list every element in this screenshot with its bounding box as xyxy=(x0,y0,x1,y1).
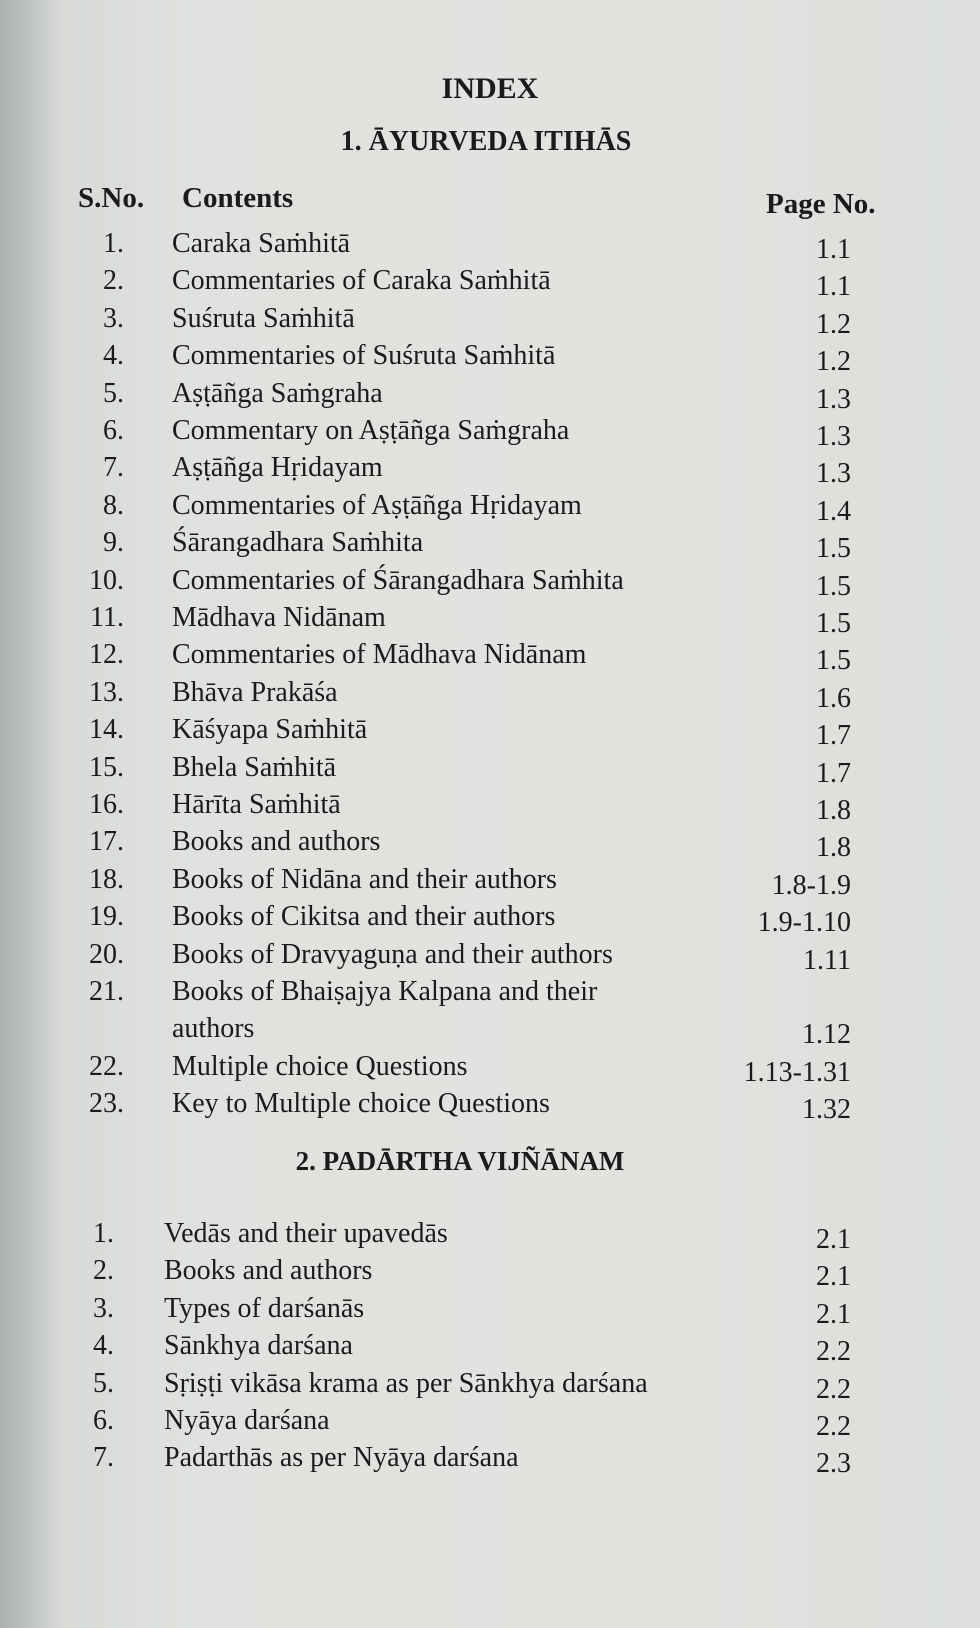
entry-number: 6. xyxy=(103,415,124,446)
entry-number: 7. xyxy=(103,452,124,484)
entry-number: 12. xyxy=(89,639,124,671)
entry-page-number: 1.1 xyxy=(816,234,851,265)
entry-title: Padarthās as per Nyāya darśana xyxy=(164,1442,519,1474)
index-entry xyxy=(0,527,980,567)
entry-title: Sānkhya darśana xyxy=(164,1330,353,1362)
entry-page-number: 2.2 xyxy=(816,1411,851,1442)
entry-number: 3. xyxy=(103,302,124,334)
entry-page-number: 1.7 xyxy=(816,720,851,752)
entry-number: 18. xyxy=(89,863,124,895)
index-entry xyxy=(0,1255,980,1295)
entry-title: Śārangadhara Saṁhita xyxy=(172,527,424,559)
entry-page-number: 1.5 xyxy=(816,645,851,677)
entry-number: 19. xyxy=(89,901,124,933)
index-entry xyxy=(0,752,980,792)
entry-page-number: 2.3 xyxy=(816,1448,851,1480)
entry-number: 4. xyxy=(103,340,124,372)
index-entry xyxy=(0,565,980,605)
entry-number: 16. xyxy=(89,789,124,820)
entry-title: Commentaries of Aṣṭāñga Hṛidayam xyxy=(172,489,582,521)
entry-number: 5. xyxy=(103,377,124,409)
index-entry xyxy=(0,639,980,679)
index-entry xyxy=(0,1405,980,1445)
entry-title: Key to Multiple choice Questions xyxy=(172,1088,550,1120)
entry-page-number: 1.3 xyxy=(816,421,851,452)
entry-number: 15. xyxy=(89,751,124,783)
entry-number: 9. xyxy=(103,527,124,559)
entry-number: 1. xyxy=(93,1218,114,1249)
entry-number: 5. xyxy=(93,1367,114,1399)
col-sno-header: S.No. xyxy=(78,182,145,214)
index-entry xyxy=(0,864,980,904)
index-entry xyxy=(0,677,980,717)
index-entry xyxy=(0,228,980,268)
index-entry xyxy=(0,939,980,979)
index-entry xyxy=(0,415,980,455)
index-entry xyxy=(0,1013,980,1053)
entry-title: Aṣṭāñga Saṁgraha xyxy=(172,377,383,409)
entry-number: 8. xyxy=(103,489,124,521)
entry-number: 1. xyxy=(103,228,124,259)
entry-title: Books of Dravyaguṇa and their authors xyxy=(172,938,613,970)
entry-title: Commentaries of Suśruta Saṁhitā xyxy=(172,340,556,372)
entry-number: 6. xyxy=(93,1405,114,1436)
entry-title: Commentaries of Caraka Saṁhitā xyxy=(172,265,551,297)
entry-number: 11. xyxy=(90,602,124,633)
entry-number: 7. xyxy=(93,1442,114,1474)
entry-title: Sṛiṣṭi vikāsa krama as per Sānkhya darśana xyxy=(164,1367,648,1399)
entry-page-number: 1.32 xyxy=(802,1094,851,1126)
entry-number: 2. xyxy=(103,265,124,297)
index-title: INDEX xyxy=(441,72,539,105)
index-entry xyxy=(0,714,980,754)
entry-number: 23. xyxy=(89,1088,124,1120)
entry-page-number: 1.11 xyxy=(803,944,851,976)
entry-page-number: 1.9-1.10 xyxy=(757,907,851,939)
entry-title: Vedās and their upavedās xyxy=(164,1218,448,1249)
entry-page-number: 1.6 xyxy=(816,682,851,714)
index-entry xyxy=(0,1088,980,1128)
section-1-title: 1. ĀYURVEDA ITIHĀS xyxy=(340,126,632,157)
col-page-header: Page No. xyxy=(766,188,876,220)
entry-page-number: 1.13-1.31 xyxy=(743,1056,851,1088)
index-entry xyxy=(0,490,980,530)
entry-number: 2. xyxy=(93,1255,114,1287)
index-entry xyxy=(0,303,980,343)
index-entry xyxy=(0,826,980,866)
entry-page-number: 2.1 xyxy=(816,1298,851,1330)
section-2-title: 2. PADĀRTHA VIJÑĀNAM xyxy=(295,1146,625,1176)
entry-page-number: 1.8 xyxy=(816,795,851,826)
entry-page-number: 1.7 xyxy=(816,757,851,789)
entry-title: Commentaries of Śārangadhara Saṁhita xyxy=(172,564,624,596)
entry-title: Books of Nidāna and their authors xyxy=(172,863,557,895)
entry-title: Types of darśanās xyxy=(164,1292,365,1324)
entry-number: 21. xyxy=(89,976,124,1007)
index-entry xyxy=(0,1293,980,1333)
entry-number: 22. xyxy=(89,1050,124,1082)
index-entry xyxy=(0,1330,980,1370)
entry-title: authors xyxy=(172,1013,255,1045)
entry-title: Books and authors xyxy=(172,826,381,858)
entry-title: Mādhava Nidānam xyxy=(172,602,386,633)
entry-page-number: 2.2 xyxy=(816,1373,851,1405)
index-entry xyxy=(0,976,980,1016)
entry-title: Nyāya darśana xyxy=(164,1405,330,1436)
entry-page-number: 1.2 xyxy=(816,308,851,340)
entry-title: Kāśyapa Saṁhitā xyxy=(172,714,368,746)
index-entry xyxy=(0,1368,980,1408)
entry-page-number: 1.4 xyxy=(816,495,851,527)
entry-page-number: 2.2 xyxy=(816,1336,851,1368)
entry-page-number: 1.8-1.9 xyxy=(771,869,851,901)
entry-number: 14. xyxy=(89,714,124,746)
entry-title: Bhela Saṁhitā xyxy=(172,751,337,783)
entry-number: 13. xyxy=(89,676,124,708)
entry-number: 4. xyxy=(93,1330,114,1362)
entry-title: Suśruta Saṁhitā xyxy=(172,302,355,334)
entry-page-number: 1.3 xyxy=(816,383,851,415)
entry-title: Books of Bhaiṣajya Kalpana and their xyxy=(172,976,598,1007)
entry-page-number: 2.1 xyxy=(816,1261,851,1293)
entry-title: Books and authors xyxy=(164,1255,373,1287)
index-entry xyxy=(0,602,980,642)
entry-title: Bhāva Prakāśa xyxy=(172,676,338,708)
entry-title: Commentary on Aṣṭāñga Saṁgraha xyxy=(172,415,570,446)
entry-page-number: 1.3 xyxy=(816,458,851,490)
entry-number: 17. xyxy=(89,826,124,858)
index-entry xyxy=(0,265,980,305)
index-entry xyxy=(0,1051,980,1091)
entry-title: Commentaries of Mādhava Nidānam xyxy=(172,639,587,671)
entry-page-number: 2.1 xyxy=(816,1224,851,1255)
index-entry xyxy=(0,1442,980,1482)
entry-page-number: 1.5 xyxy=(816,570,851,602)
entry-page-number: 1.2 xyxy=(816,346,851,378)
index-entry xyxy=(0,452,980,492)
index-entry xyxy=(0,789,980,829)
entry-page-number: 1.12 xyxy=(802,1019,851,1051)
entry-number: 3. xyxy=(93,1292,114,1324)
entry-title: Aṣṭāñga Hṛidayam xyxy=(172,452,383,484)
entry-number: 10. xyxy=(89,564,124,596)
index-entry xyxy=(0,340,980,380)
col-contents-header: Contents xyxy=(182,182,294,214)
entry-page-number: 1.8 xyxy=(816,832,851,864)
index-entry xyxy=(0,378,980,418)
entry-page-number: 1.5 xyxy=(816,533,851,565)
entry-title: Books of Cikitsa and their authors xyxy=(172,901,556,933)
entry-title: Hārīta Saṁhitā xyxy=(172,789,341,820)
entry-number: 20. xyxy=(89,938,124,970)
index-entry xyxy=(0,901,980,941)
index-entry xyxy=(0,1218,980,1258)
entry-title: Multiple choice Questions xyxy=(172,1050,468,1082)
entry-title: Caraka Saṁhitā xyxy=(172,228,351,259)
entry-page-number: 1.1 xyxy=(816,271,851,303)
entry-page-number: 1.5 xyxy=(816,608,851,639)
